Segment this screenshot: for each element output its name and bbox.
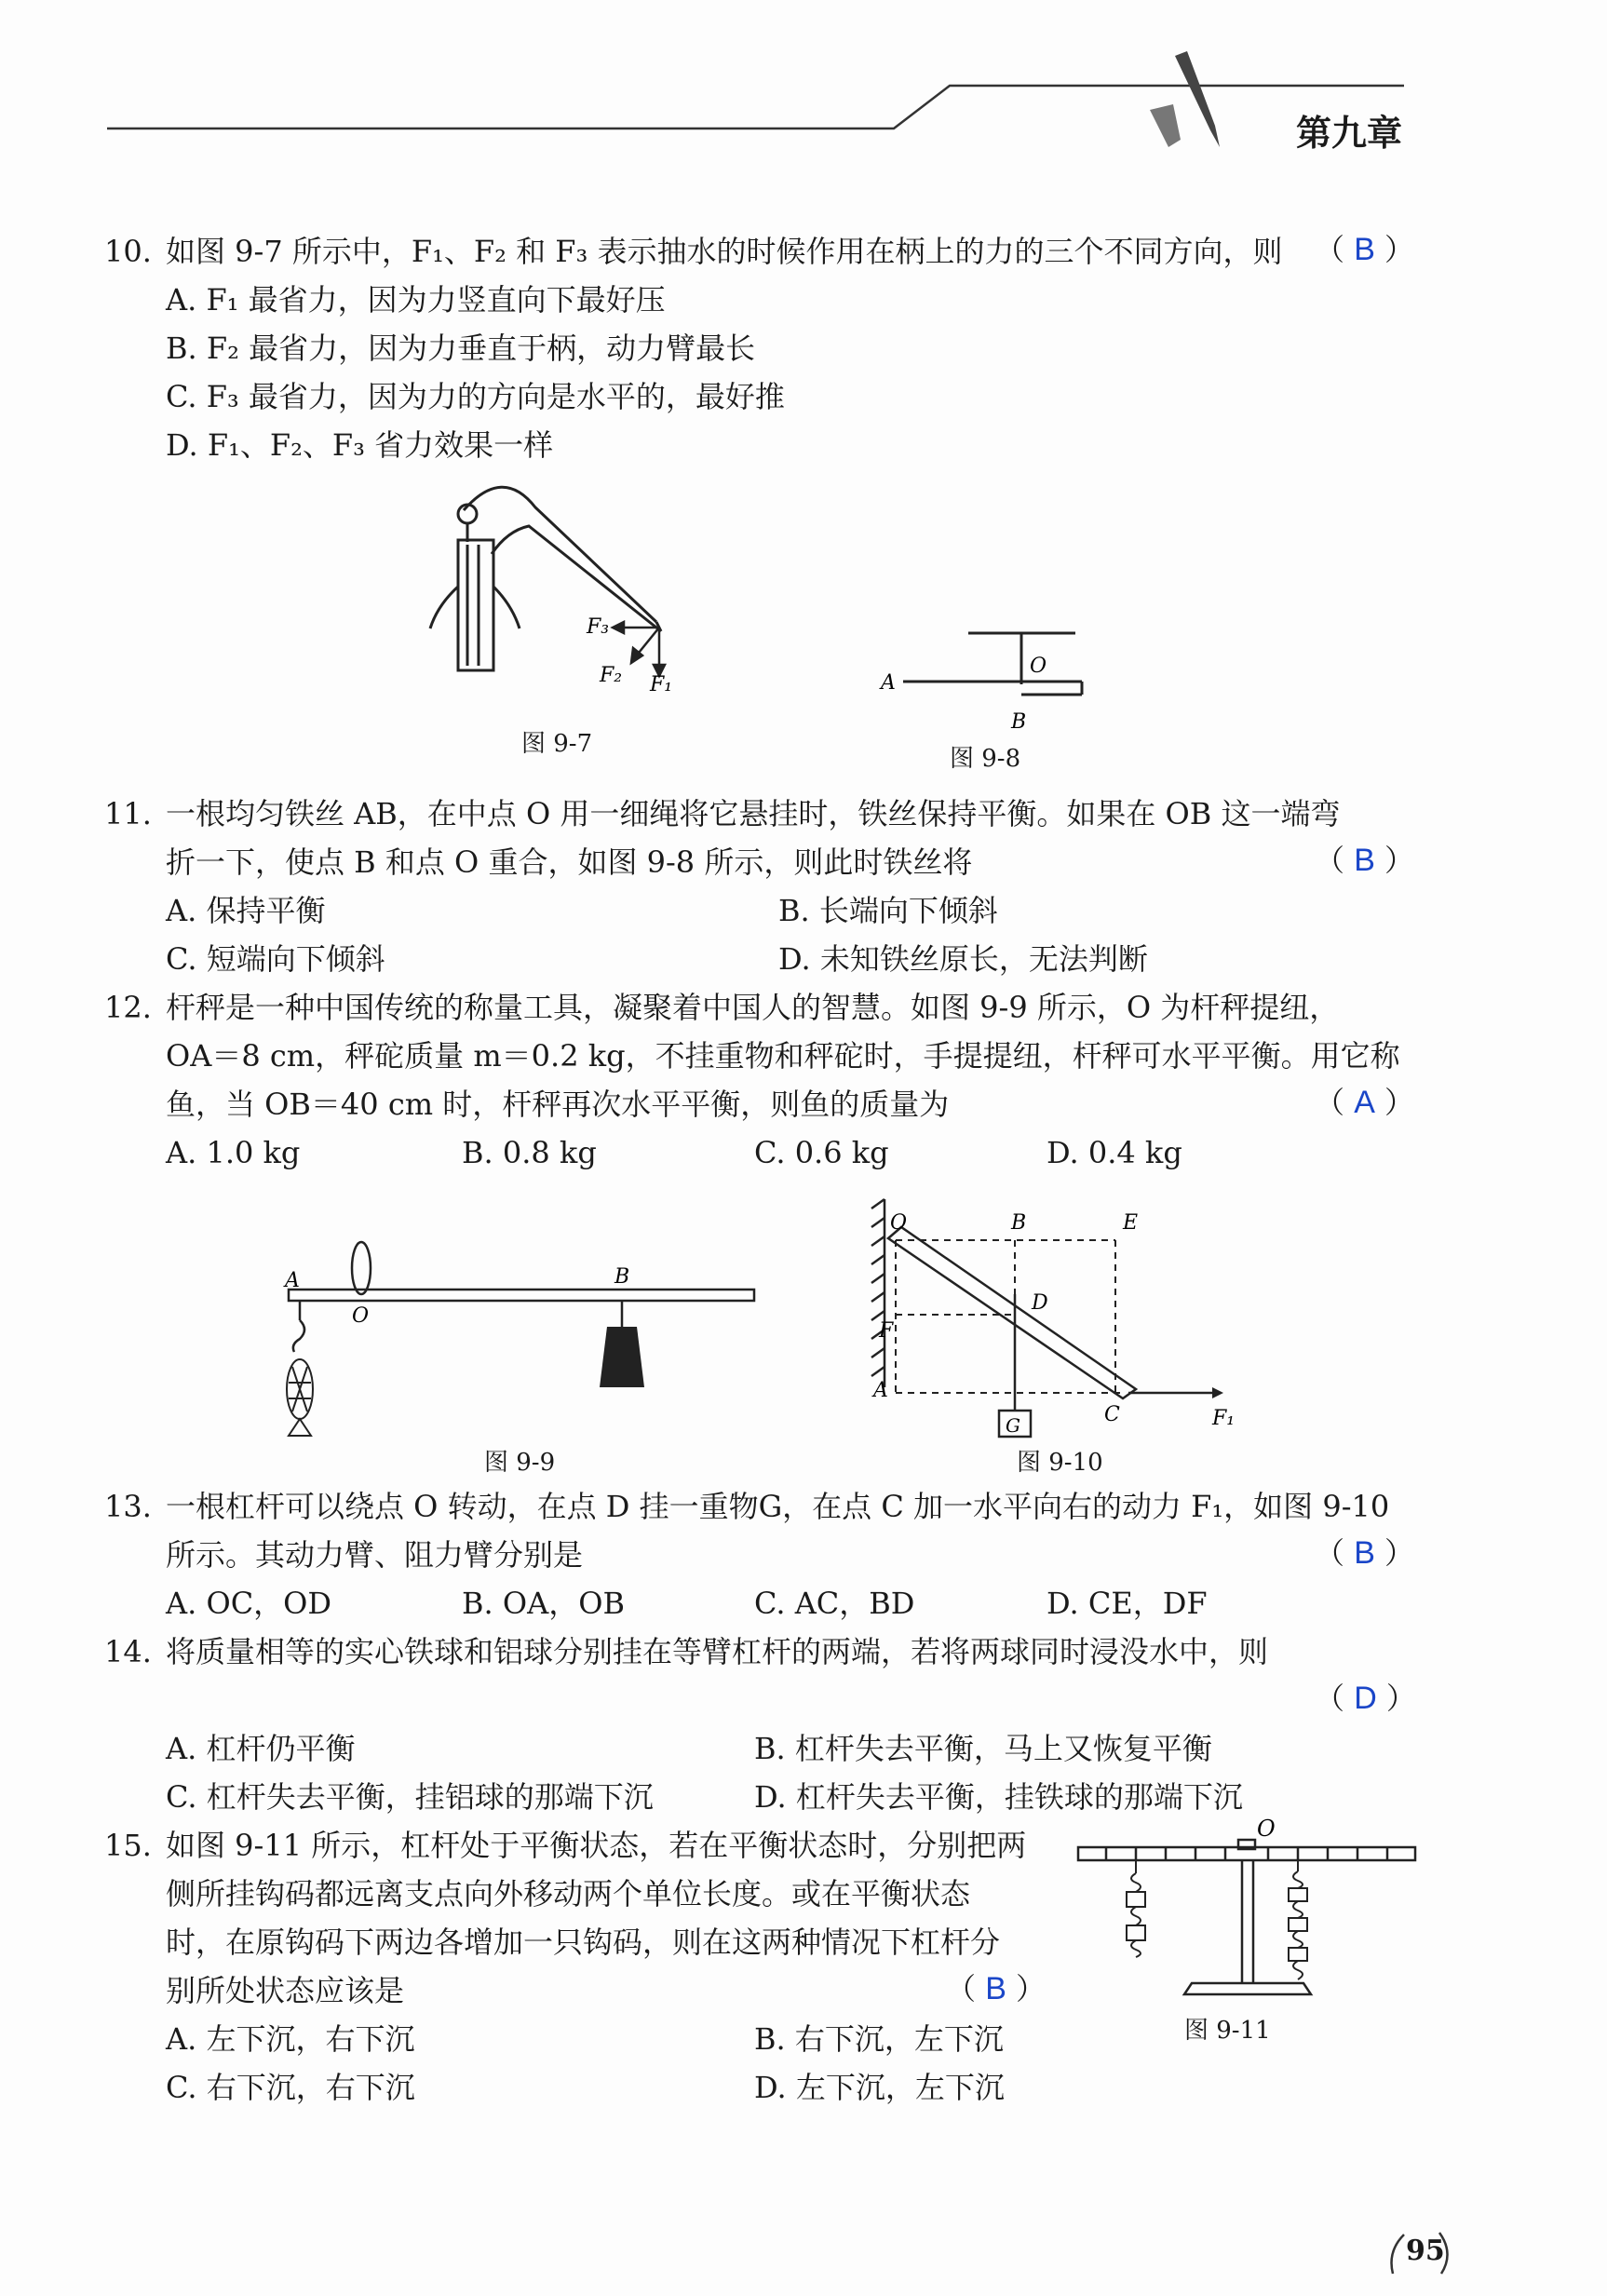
- label-a: A: [285, 1269, 300, 1292]
- question-10-option-a: A. F₁ 最省力，因为力竖直向下最好压: [166, 282, 666, 317]
- question-11-stem-1: 一根均匀铁丝 AB，在中点 O 用一细绳将它悬挂时，铁丝保持平衡。如果在 OB 这一端弯: [166, 796, 1341, 831]
- figure-9-10-caption: 图 9-10: [1017, 1449, 1103, 1477]
- question-14-option-c: C. 杠杆失去平衡，挂铝球的那端下沉: [166, 1779, 654, 1815]
- question-11-number: 11.: [104, 796, 152, 831]
- question-15-stem-2: 侧所挂钩码都远离支点向外移动两个单位长度。或在平衡状态: [166, 1876, 971, 1911]
- question-10-option-d: D. F₁、F₂、F₃ 省力效果一样: [166, 427, 554, 463]
- question-12-option-d: D. 0.4 kg: [1047, 1135, 1182, 1170]
- question-13-number: 13.: [104, 1489, 152, 1524]
- label-b: B: [1011, 1211, 1027, 1235]
- pencil-icon: [1150, 51, 1220, 147]
- right-weights: [1289, 1860, 1307, 1979]
- question-11-answer: B: [1354, 843, 1375, 878]
- question-13-option-a: A. OC，OD: [166, 1586, 332, 1621]
- question-12-number: 12.: [104, 990, 152, 1025]
- question-14-number: 14.: [104, 1634, 152, 1669]
- label-c: C: [1104, 1403, 1120, 1426]
- label-f1: F₁: [1212, 1407, 1236, 1430]
- question-14-stem: 将质量相等的实心铁球和铝球分别挂在等臂杠杆的两端，若将两球同时浸没水中，则: [166, 1634, 1269, 1669]
- stand-base: [1184, 1983, 1311, 1994]
- question-15-option-b: B. 右下沉，左下沉: [754, 2021, 1004, 2057]
- question-12-stem-2: OA＝8 cm，秤砣质量 m＝0.2 kg，不挂重物和秤砣时，手提提纽，杆秤可水平平衡。用它称: [166, 1038, 1400, 1074]
- figure-9-8-caption: 图 9-8: [950, 745, 1021, 773]
- label-b: B: [614, 1265, 630, 1289]
- question-11-answer-bracket: （ B ）: [1315, 843, 1415, 878]
- question-15-stem-4: 别所处状态应该是: [166, 1973, 405, 2008]
- question-10-option-b: B. F₂ 最省力，因为力垂直于柄，动力臂最长: [166, 331, 756, 366]
- question-14-answer: D: [1354, 1681, 1377, 1716]
- question-13-option-d: D. CE，DF: [1047, 1586, 1208, 1621]
- question-12-option-b: B. 0.8 kg: [462, 1135, 597, 1170]
- lever-bar: [888, 1227, 1136, 1398]
- label-f1: F₁: [650, 673, 673, 696]
- question-13-option-c: C. AC，BD: [754, 1586, 915, 1621]
- question-10-answer-bracket: （ B ）: [1315, 232, 1415, 267]
- question-12-answer-bracket: （ A ）: [1315, 1085, 1415, 1120]
- counterweight: [600, 1327, 644, 1387]
- question-15-option-d: D. 左下沉，左下沉: [754, 2070, 1005, 2105]
- question-12-stem-1: 杆秤是一种中国传统的称量工具，凝聚着中国人的智慧。如图 9-9 所示，O 为杆秤提纽，: [166, 990, 1340, 1025]
- question-14-option-a: A. 杠杆仍平衡: [166, 1731, 356, 1766]
- figure-9-9-caption: 图 9-9: [484, 1449, 556, 1477]
- question-10-stem: 如图 9-7 所示中，F₁、F₂ 和 F₃ 表示抽水的时候作用在柄上的力的三个不同方向，则: [166, 234, 1283, 269]
- question-15-answer-bracket: （ B ）: [946, 1971, 1047, 2006]
- question-11-stem-2: 折一下，使点 B 和点 O 重合，如图 9-8 所示，则此时铁丝将: [166, 844, 973, 880]
- figure-9-7: [410, 466, 726, 726]
- label-a: A: [881, 671, 896, 695]
- label-f: F: [879, 1319, 894, 1343]
- left-weights: [1127, 1860, 1145, 1957]
- label-o: O: [1030, 655, 1047, 678]
- chapter-title: 第九章: [1296, 112, 1403, 154]
- figure-9-7-caption: 图 9-7: [521, 730, 593, 758]
- question-12-answer: A: [1354, 1085, 1375, 1120]
- figure-9-11-caption: 图 9-11: [1184, 2017, 1271, 2045]
- question-15-option-c: C. 右下沉，右下沉: [166, 2070, 415, 2105]
- label-g: G: [1006, 1414, 1020, 1437]
- figure-9-11: [1071, 1816, 1425, 2002]
- question-13-stem-1: 一根杠杆可以绕点 O 转动，在点 D 挂一重物G，在点 C 加一水平向右的动力 F₁，如图 9-10: [166, 1489, 1390, 1524]
- question-15-stem-1: 如图 9-11 所示，杠杆处于平衡状态，若在平衡状态时，分别把两: [166, 1828, 1027, 1863]
- question-12-option-a: A. 1.0 kg: [166, 1135, 301, 1170]
- figure-9-9: [270, 1229, 773, 1443]
- question-13-option-b: B. OA，OB: [462, 1586, 625, 1621]
- question-11-option-a: A. 保持平衡: [166, 893, 326, 928]
- label-f2: F₂: [600, 664, 623, 687]
- label-e: E: [1123, 1211, 1139, 1235]
- page-number-swash: [1384, 2225, 1458, 2281]
- fish-icon: [287, 1359, 313, 1436]
- pump-cylinder: [458, 540, 493, 670]
- question-13-stem-2: 所示。其动力臂、阻力臂分别是: [166, 1537, 584, 1573]
- question-14-option-b: B. 杠杆失去平衡，马上又恢复平衡: [754, 1731, 1212, 1766]
- figure-9-8: [866, 615, 1108, 745]
- question-14-option-d: D. 杠杆失去平衡，挂铁球的那端下沉: [754, 1779, 1243, 1815]
- label-o: O: [1257, 1816, 1276, 1842]
- label-d: D: [1032, 1291, 1048, 1315]
- question-10-option-c: C. F₃ 最省力，因为力的方向是水平的，最好推: [166, 379, 785, 414]
- question-12-option-c: C. 0.6 kg: [754, 1135, 889, 1170]
- question-12-stem-3: 鱼，当 OB＝40 cm 时，杆秤再次水平平衡，则鱼的质量为: [166, 1087, 950, 1122]
- question-13-answer: B: [1354, 1535, 1375, 1571]
- question-11-option-b: B. 长端向下倾斜: [778, 893, 998, 928]
- label-o: O: [890, 1211, 908, 1235]
- label-a: A: [873, 1379, 888, 1402]
- question-15-stem-3: 时，在原钩码下两边各增加一只钩码，则在这两种情况下杠杆分: [166, 1925, 1001, 1960]
- question-15-option-a: A. 左下沉，右下沉: [166, 2021, 415, 2057]
- label-b: B: [1011, 710, 1027, 734]
- question-15-answer: B: [985, 1971, 1006, 2006]
- question-11-option-d: D. 未知铁丝原长，无法判断: [778, 941, 1148, 977]
- question-11-option-c: C. 短端向下倾斜: [166, 941, 385, 977]
- question-15-number: 15.: [104, 1828, 152, 1863]
- page-number: 95: [1406, 2235, 1445, 2267]
- question-10-answer: B: [1354, 232, 1375, 267]
- label-o: O: [352, 1304, 370, 1328]
- label-f3: F₃: [587, 615, 610, 639]
- question-13-answer-bracket: （ B ）: [1315, 1535, 1415, 1571]
- question-14-answer-bracket: （ D ）: [1315, 1681, 1416, 1716]
- figure-9-10: [866, 1192, 1257, 1452]
- question-10-number: 10.: [104, 234, 152, 269]
